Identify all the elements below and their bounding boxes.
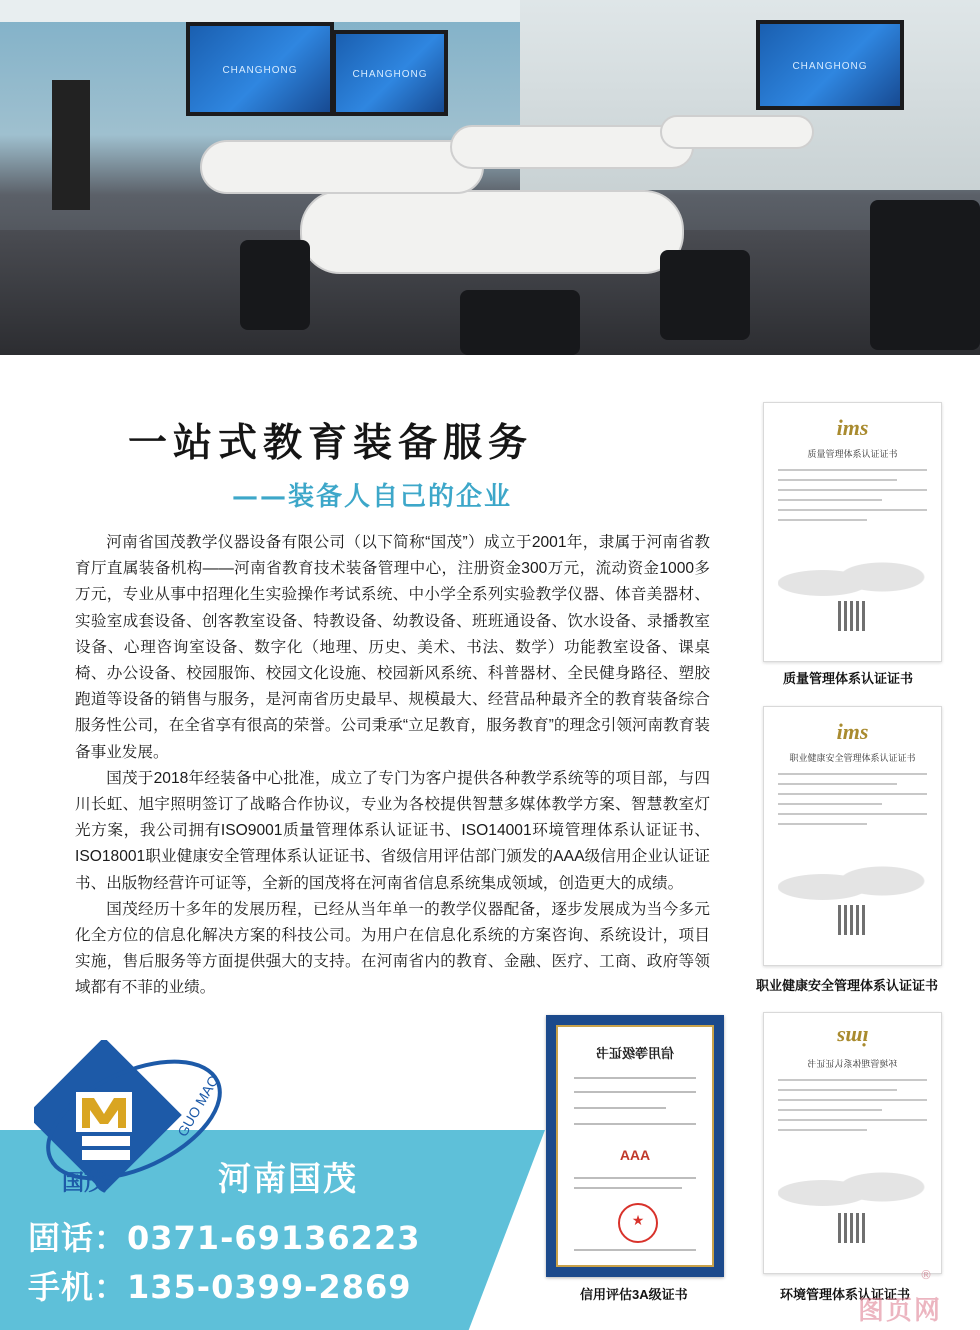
paragraph: 国茂于2018年经装备中心批准，成立了专门为客户提供各种教学系统等的项目部，与四川长虹、旭宇照明签订了战略合作协议，专业为各校提供智慧多媒体教学方案、智慧教室灯光方案，我公司拥有ISO9001质量管理体系认证证书、ISO14001环境管理体系认证证书、ISO18001职业健康安全管理体系认证证书、省级信用评估部门颁发的AAA级信用企业认证证书、出版物经营许可证等，全新的国茂将在河南省信息系统集成领域，创造更大的成绩。 bbox=[75, 769, 710, 892]
certificate-title: 信用等级证书 bbox=[596, 1047, 675, 1062]
qr-code-icon bbox=[838, 601, 868, 631]
paragraph: 河南省国茂教学仪器设备有限公司（以下简称“国茂”）成立于2001年，隶属于河南省教育厅直属装备机构——河南省教育技术装备管理中心，注册资金300万元，流动资金1000多万元，专业从事中招理化生实验操作考试系统、中小学全系列实验教学仪器、体音美器材、实验室成套设备、创客教室设备、特教设备、幼教设备、班班通设备、饮水设备、录播教室设备、心理咨询室设备、数字化（地理、历史、美术、书法、数学）功能教室设备、课桌椅、办公设备、校园服饰、校园文化设施、校园新风系统、科普器材、全民健身路径、塑胶跑道等设备的销售与服务，是河南省历史最早、规模最大、经营品种最齐全的教育装备综合服务性公司，在全省享有很高的荣誉。公司秉承“立足教育，服务教育”的理念引领河南教育装备事业发展。 bbox=[75, 534, 710, 761]
certificate-title: 环境管理体系认证证书 bbox=[807, 1060, 898, 1070]
hexagon-table bbox=[450, 125, 694, 169]
environment-certificate bbox=[763, 1012, 942, 1274]
red-seal-icon bbox=[618, 1203, 658, 1243]
chair bbox=[460, 290, 580, 355]
safety-certificate bbox=[763, 706, 942, 966]
credit-certificate bbox=[546, 1015, 724, 1277]
hexagon-table bbox=[200, 140, 484, 194]
brand-name: 河南国茂 bbox=[218, 1159, 358, 1198]
ims-logo: ims bbox=[836, 415, 869, 440]
ims-logo: ims bbox=[836, 1026, 869, 1051]
registered-mark: ® bbox=[920, 1268, 932, 1282]
page-title: 一站式教育装备服务 bbox=[128, 420, 534, 466]
ims-logo: ims bbox=[836, 719, 869, 744]
logo-chinese-text: 国茂 bbox=[62, 1171, 107, 1196]
display-screen bbox=[756, 20, 904, 110]
chair bbox=[240, 240, 310, 330]
quality-certificate bbox=[763, 402, 942, 662]
screen-brand: CHANGHONG bbox=[352, 69, 428, 81]
hexagon-table bbox=[300, 190, 684, 274]
landline-phone: 固话：0371-69136223 bbox=[28, 1219, 421, 1257]
screen-brand: CHANGHONG bbox=[222, 64, 298, 76]
guomao-logo-icon bbox=[34, 1040, 234, 1210]
classroom-photo bbox=[0, 0, 980, 355]
credit-grade: AAA bbox=[619, 1147, 651, 1163]
display-screen bbox=[332, 30, 448, 116]
hexagon-table bbox=[660, 115, 814, 149]
certificate-caption: 信用评估3A级证书 bbox=[580, 1287, 688, 1302]
paragraph: 国茂经历十多年的发展历程，已经从当年单一的教学仪器配备，逐步发展成为当今多元化全方位的信息化解决方案的科技公司。为用户在信息化系统的方案咨询、系统设计，项目实施，售后服务等方面提供强大的支持。在河南省内的教育、金融、医疗、工商、政府等领域都有不菲的业绩。 bbox=[75, 900, 710, 997]
chair bbox=[660, 250, 750, 340]
qr-code-icon bbox=[838, 1213, 868, 1243]
logo-english-text: GUO MAO bbox=[174, 1072, 222, 1140]
site-watermark: 图页网 bbox=[858, 1296, 943, 1326]
certificate-caption: 环境管理体系认证证书 bbox=[780, 1287, 911, 1302]
page-subtitle: ——装备人自己的企业 bbox=[232, 482, 513, 512]
company-intro bbox=[75, 530, 710, 1002]
certificate-caption: 质量管理体系认证证书 bbox=[783, 671, 914, 686]
qr-code-icon bbox=[838, 905, 868, 935]
certificate-caption: 职业健康安全管理体系认证证书 bbox=[756, 978, 939, 993]
screen-brand: CHANGHONG bbox=[792, 60, 868, 72]
certificate-title: 质量管理体系认证证书 bbox=[807, 450, 898, 460]
mobile-phone: 手机：135-0399-2869 bbox=[28, 1268, 412, 1306]
company-logo bbox=[34, 1040, 234, 1210]
equipment-cabinet bbox=[52, 80, 90, 210]
certificate-title: 职业健康安全管理体系认证证书 bbox=[789, 754, 916, 764]
display-screen bbox=[186, 22, 334, 116]
chair bbox=[870, 200, 980, 350]
